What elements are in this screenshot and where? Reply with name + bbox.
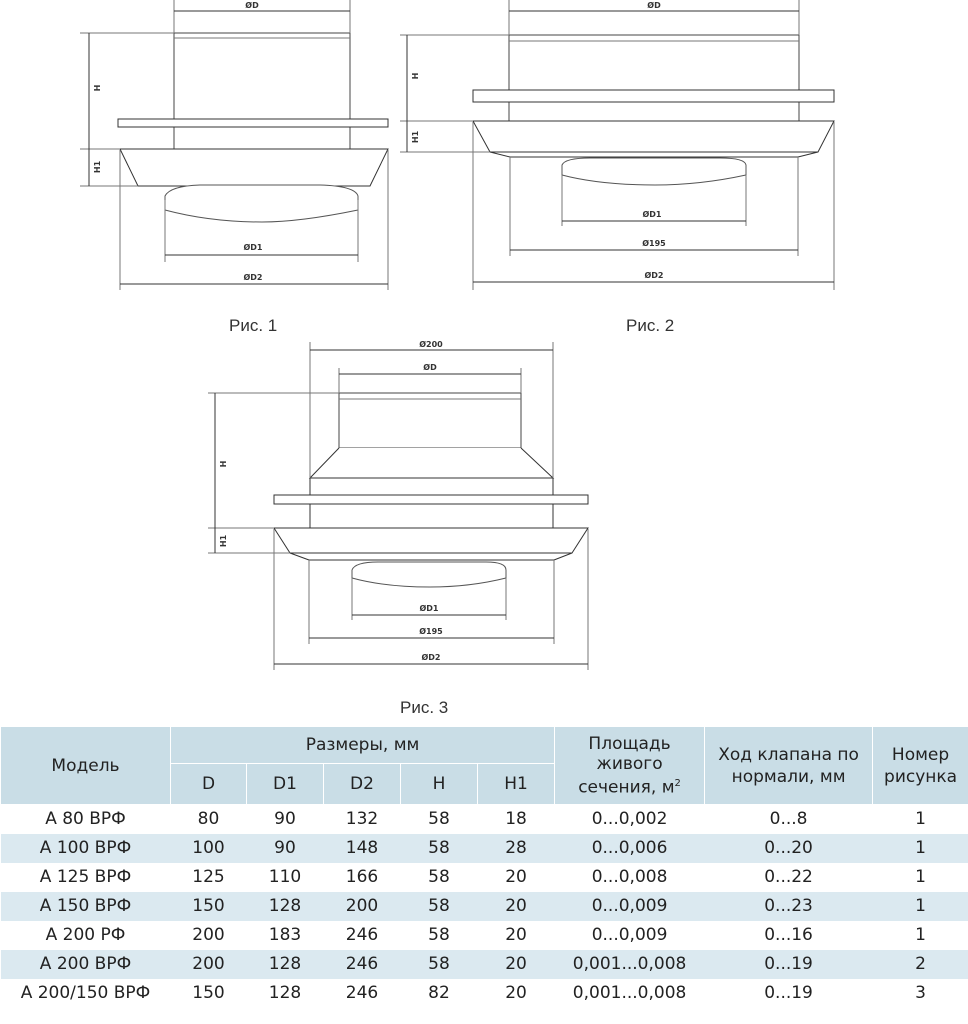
cell-d2: 246 <box>345 983 379 1003</box>
fig1-label-d: ØD <box>245 1 259 10</box>
cell-h1: 20 <box>505 867 527 887</box>
fig3-label-d200: Ø200 <box>419 340 443 349</box>
table-row <box>1 979 968 1008</box>
cell-model: A 200/150 ВРФ <box>20 983 151 1003</box>
cell-fig: 1 <box>915 809 926 829</box>
cell-stroke: 0...20 <box>705 834 873 863</box>
fig2-label-h: H <box>411 72 420 80</box>
cell-stroke: 0...22 <box>764 867 813 887</box>
header-area-line1: Площадь <box>588 733 671 754</box>
cell-fig: 1 <box>915 867 926 887</box>
fig3-label-d: ØD <box>423 363 437 372</box>
cell-d2: 200 <box>324 892 401 921</box>
fig2-label-d1: ØD1 <box>642 210 662 219</box>
cell-h1: 20 <box>478 950 555 979</box>
table-row <box>1 892 968 921</box>
cell-d: 150 <box>192 983 225 1003</box>
table-row <box>1 834 968 863</box>
cell-h1: 20 <box>505 983 527 1003</box>
cell-area: 0,001...0,008 <box>555 950 705 979</box>
header-stroke: Ход клапана по нормали, мм <box>705 727 873 805</box>
cell-model: A 200 ВРФ <box>1 950 171 979</box>
header-dimensions: Размеры, мм <box>171 727 555 764</box>
cell-area: 0...0,008 <box>591 867 668 887</box>
figure-1-caption: Рис. 1 <box>229 316 278 335</box>
cell-d: 125 <box>192 867 225 887</box>
cell-d2: 132 <box>345 809 379 829</box>
fig3-label-d2: ØD2 <box>421 653 441 662</box>
cell-d1: 90 <box>274 809 296 829</box>
figure-2-drawing <box>400 0 834 290</box>
cell-d1: 183 <box>268 925 302 945</box>
cell-h: 58 <box>428 809 450 829</box>
cell-area: 0...0,002 <box>591 809 668 829</box>
cell-model: A 200 РФ <box>45 925 126 945</box>
cell-fig: 2 <box>873 950 968 979</box>
fig2-label-d2: ØD2 <box>644 271 664 280</box>
fig1-label-h1: H1 <box>93 160 102 174</box>
header-area <box>555 727 705 805</box>
header-d: D <box>171 764 247 805</box>
cell-stroke: 0...8 <box>769 809 808 829</box>
cell-h: 58 <box>428 867 450 887</box>
fig3-label-d195: Ø195 <box>419 627 443 636</box>
figure-1-labels <box>93 0 263 282</box>
cell-stroke: 0...19 <box>705 950 873 979</box>
cell-h1: 20 <box>478 892 555 921</box>
cell-d: 200 <box>192 925 225 945</box>
header-d2: D2 <box>324 764 401 805</box>
cell-fig: 1 <box>873 834 968 863</box>
specification-table <box>0 726 968 1008</box>
cell-model: A 150 ВРФ <box>1 892 171 921</box>
figure-2-caption: Рис. 2 <box>626 316 675 335</box>
cell-d: 150 <box>171 892 247 921</box>
cell-d2: 166 <box>345 867 379 887</box>
table-row <box>1 921 968 950</box>
cell-h1: 28 <box>478 834 555 863</box>
cell-area: 0...0,009 <box>555 892 705 921</box>
cell-d1: 90 <box>247 834 324 863</box>
header-d1: D1 <box>247 764 324 805</box>
header-area-line2: живого <box>596 753 663 774</box>
fig3-label-h1: H1 <box>219 534 228 548</box>
cell-d2: 246 <box>324 950 401 979</box>
figure-3-caption: Рис. 3 <box>400 698 449 717</box>
fig1-label-h: H <box>93 84 102 92</box>
cell-area: 0...0,009 <box>591 925 668 945</box>
cell-d2: 148 <box>324 834 401 863</box>
cell-model: A 100 ВРФ <box>1 834 171 863</box>
fig1-label-d1: ØD1 <box>243 243 263 252</box>
cell-stroke: 0...23 <box>705 892 873 921</box>
cell-h: 82 <box>428 983 450 1003</box>
header-area-line3: сечения, м <box>578 777 675 798</box>
cell-stroke: 0...16 <box>764 925 813 945</box>
cell-h: 58 <box>401 950 478 979</box>
cell-fig: 1 <box>873 892 968 921</box>
table-row <box>1 805 968 835</box>
cell-d: 200 <box>171 950 247 979</box>
cell-model: A 125 ВРФ <box>39 867 132 887</box>
cell-area: 0,001...0,008 <box>572 983 687 1003</box>
figure-3-drawing <box>208 342 588 670</box>
fig3-label-d1: ØD1 <box>419 604 439 613</box>
cell-d2: 246 <box>345 925 379 945</box>
fig1-label-d2: ØD2 <box>243 273 263 282</box>
table-body <box>1 805 968 1009</box>
cell-stroke: 0...19 <box>764 983 813 1003</box>
header-h: H <box>401 764 478 805</box>
cell-h: 58 <box>401 892 478 921</box>
fig2-label-h1: H1 <box>411 130 420 144</box>
cell-h: 58 <box>428 925 450 945</box>
cell-h1: 18 <box>505 809 527 829</box>
figure-1-drawing <box>80 0 388 290</box>
fig2-label-d195: Ø195 <box>642 239 666 248</box>
cell-d1: 128 <box>247 892 324 921</box>
cell-h1: 20 <box>505 925 527 945</box>
header-model: Модель <box>1 727 171 805</box>
cell-d: 80 <box>197 809 220 829</box>
cell-d1: 128 <box>247 950 324 979</box>
header-h1: H1 <box>478 764 555 805</box>
cell-fig: 1 <box>915 925 926 945</box>
cell-fig: 3 <box>915 983 926 1003</box>
cell-area: 0...0,006 <box>555 834 705 863</box>
cell-d1: 110 <box>268 867 302 887</box>
cell-d: 100 <box>171 834 247 863</box>
cell-d1: 128 <box>268 983 302 1003</box>
header-figure: Номер рисунка <box>873 727 968 805</box>
fig3-label-h: H <box>219 460 228 468</box>
cell-h: 58 <box>401 834 478 863</box>
table-row <box>1 863 968 892</box>
fig2-label-d: ØD <box>647 1 661 10</box>
cell-model: A 80 ВРФ <box>45 809 126 829</box>
header-area-sup: 2 <box>674 777 681 789</box>
table-row <box>1 950 968 979</box>
